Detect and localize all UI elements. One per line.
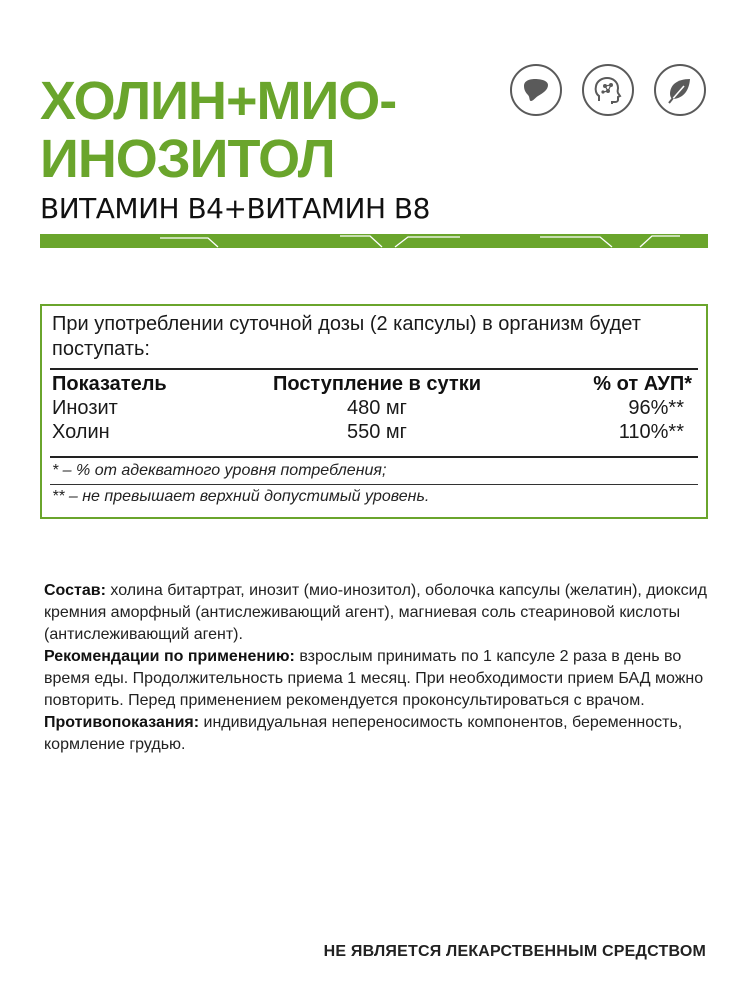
footnote-adequate-level: * – % от адекватного уровня потребления; [52, 462, 387, 479]
usage-label: Рекомендации по применению: [44, 648, 295, 665]
row-percent: 96%** [628, 397, 684, 419]
table-top-rule [50, 368, 698, 370]
not-a-medicine-notice: НЕ ЯВЛЯЕТСЯ ЛЕКАРСТВЕННЫМ СРЕДСТВОМ [323, 943, 706, 960]
contraindications-label: Противопоказания: [44, 714, 200, 731]
row-percent: 110%** [618, 421, 684, 443]
contraindications-paragraph [44, 712, 714, 756]
product-description [44, 580, 714, 756]
green-stripe-divider [40, 234, 708, 248]
usage-paragraph [44, 646, 714, 712]
header-percent: % от АУП* [593, 373, 692, 395]
table-bottom-rule [50, 456, 698, 458]
product-subtitle: ВИТАМИН В4+ВИТАМИН В8 [40, 192, 430, 225]
composition-paragraph [44, 580, 714, 646]
nutrition-info-box [40, 304, 708, 519]
header-daily-intake: Поступление в сутки [272, 373, 481, 395]
usage-text: взрослым принимать по 1 капсуле 2 раза в день во время еды. Продолжительность приема 1 месяц. При необходимости прием БАД можно повторить. Перед применением рекомендуется проконсультироваться с врачом. [44, 648, 704, 709]
row-name: Холин [52, 421, 110, 443]
footnote-upper-limit: ** – не превышает верхний допустимый уровень. [52, 488, 430, 505]
table-header-row [52, 372, 696, 396]
leaf-icon [654, 64, 706, 116]
product-title [40, 72, 396, 188]
contraindications-text: индивидуальная непереносимость компонентов, беременность, кормление грудью. [44, 714, 683, 753]
dose-intro-text: При употреблении суточной дозы (2 капсулы) в организм будет поступать: [52, 313, 641, 360]
table-row [52, 420, 696, 444]
liver-icon [510, 64, 562, 116]
row-amount: 480 мг [347, 397, 407, 419]
table-row [52, 396, 696, 420]
footnote-divider [50, 484, 698, 485]
product-title-line-1: ХОЛИН+МИО- [40, 71, 397, 131]
composition-label: Состав: [44, 582, 106, 599]
row-amount: 550 мг [347, 421, 407, 443]
composition-text: холина битартрат, инозит (мио-инозитол), оболочка капсулы (желатин), диоксид кремния аморфный (антислеживающий агент), магниевая соль стеариновой кислоты (антислеживающий агент). [44, 582, 707, 643]
product-title-line-2: ИНОЗИТОЛ [40, 129, 335, 189]
row-name: Инозит [52, 397, 118, 419]
nutrition-table [52, 372, 696, 444]
header-indicator: Показатель [52, 373, 167, 395]
brain-head-icon [582, 64, 634, 116]
